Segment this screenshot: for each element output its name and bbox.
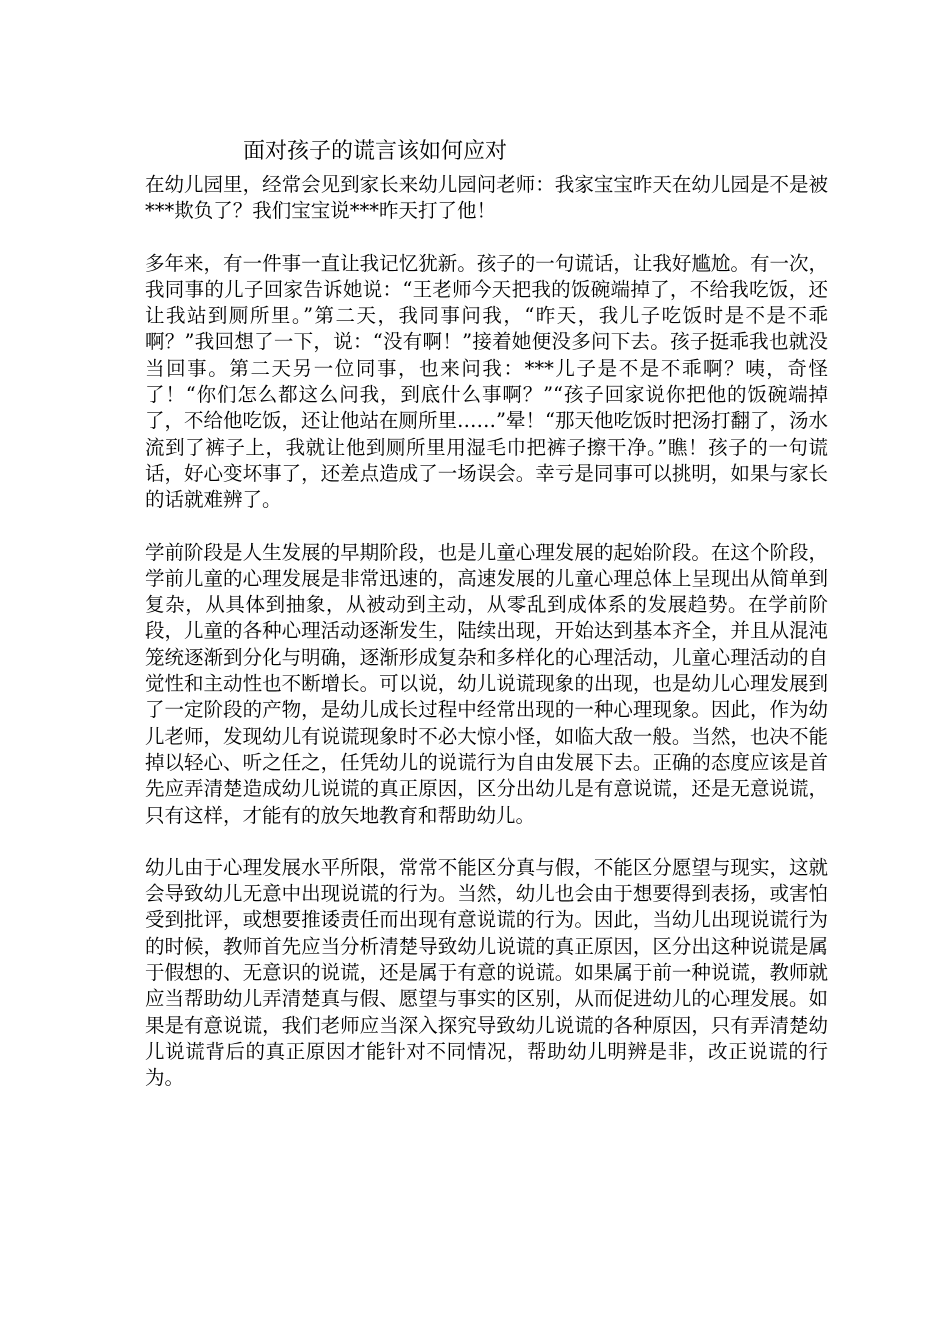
paragraph-3: 学前阶段是人生发展的早期阶段，也是儿童心理发展的起始阶段。在这个阶段，学前儿童的心理发展是非常迅速的，高速发展的儿童心理总体上呈现出从简单到复杂，从具体到抽象，从被动到主动，从零乱到成体系的发展趋势。在学前阶段，儿童的各种心理活动逐渐发生，陆续出现，开始达到基本齐全，并且从混沌笼统逐渐到分化与明确，逐渐形成复杂和多样化的心理活动，儿童心理活动的自觉性和主动性也不断增长。可以说，幼儿说谎现象的出现，也是幼儿心理发展到了一定阶段的产物，是幼儿成长过程中经常出现的一种心理现象。因此，作为幼儿老师，发现幼儿有说谎现象时不必大惊小怪，如临大敌一般。当然，也决不能掉以轻心、听之任之，任凭幼儿的说谎行为自由发展下去。正确的态度应该是首先应弄清楚造成幼儿说谎的真正原因，区分出幼儿是有意说谎，还是无意说谎，只有这样，才能有的放矢地教育和帮助幼儿。 <box>145 540 828 827</box>
paragraph-2: 多年来，有一件事一直让我记忆犹新。孩子的一句谎话，让我好尴尬。有一次，我同事的儿子回家告诉她说：“王老师今天把我的饭碗端掉了，不给我吃饭，还让我站到厕所里。”第二天，我同事问我，“昨天，我儿子吃饭时是不是不乖啊？”我回想了一下，说：“没有啊！”接着她便没多问下去。孩子挺乖我也就没当回事。第二天另一位同事，也来问我：***儿子是不是不乖啊？咦，奇怪了！“你们怎么都这么问我，到底什么事啊？”“孩子回家说你把他的饭碗端掉了，不给他吃饭，还让他站在厕所里……”晕！“那天他吃饭时把汤打翻了，汤水流到了裤子上，我就让他到厕所里用湿毛巾把裤子擦干净。”瞧！孩子的一句谎话，好心变坏事了，还差点造成了一场误会。幸亏是同事可以挑明，如果与家长的话就难辨了。 <box>145 251 828 512</box>
paragraph-1: 在幼儿园里，经常会见到家长来幼儿园问老师：我家宝宝昨天在幼儿园是不是被***欺负了？我们宝宝说***昨天打了他！ <box>145 173 828 223</box>
paragraph-4: 幼儿由于心理发展水平所限，常常不能区分真与假，不能区分愿望与现实，这就会导致幼儿无意中出现说谎的行为。当然，幼儿也会由于想要得到表扬，或害怕受到批评，或想要推诿责任而出现有意说谎的行为。因此，当幼儿出现说谎行为的时候，教师首先应当分析清楚导致幼儿说谎的真正原因，区分出这种说谎是属于假想的、无意识的说谎，还是属于有意的说谎。如果属于前一种说谎，教师就应当帮助幼儿弄清楚真与假、愿望与事实的区别，从而促进幼儿的心理发展。如果是有意说谎，我们老师应当深入探究导致幼儿说谎的各种原因，只有弄清楚幼儿说谎背后的真正原因才能针对不同情况，帮助幼儿明辨是非，改正说谎的行为。 <box>145 855 828 1090</box>
document-body <box>145 172 828 1092</box>
document-title: 面对孩子的谎言该如何应对 <box>243 139 508 164</box>
